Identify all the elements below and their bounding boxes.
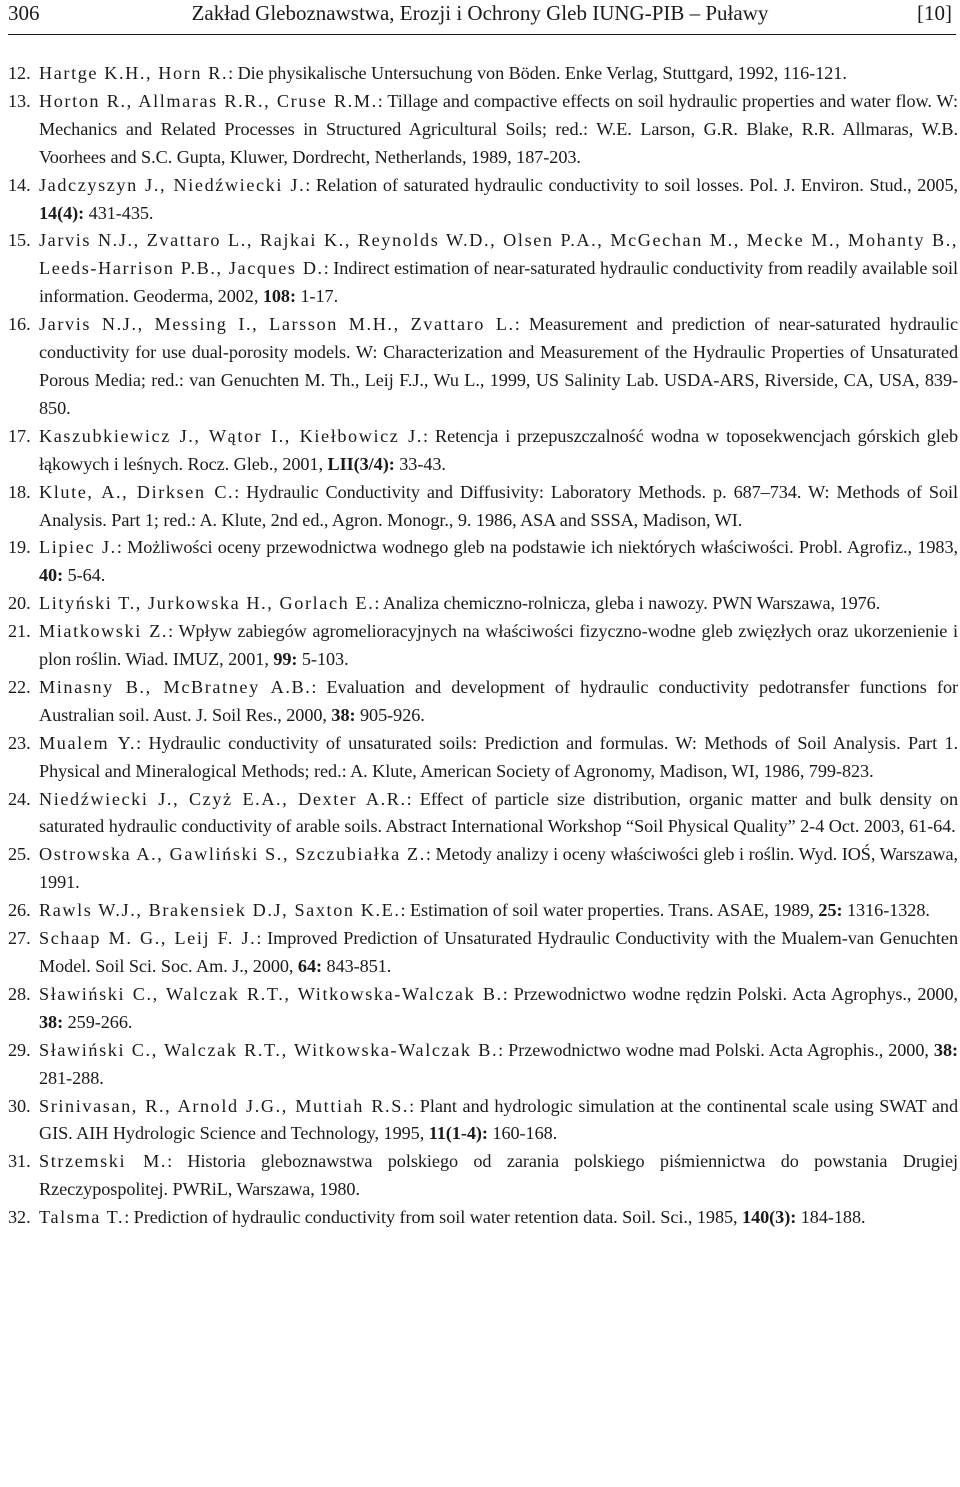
reference-number: 29. bbox=[8, 1039, 31, 1060]
reference-number: 23. bbox=[8, 732, 31, 753]
reference-number: 14. bbox=[8, 174, 31, 195]
reference-number: 31. bbox=[8, 1151, 31, 1172]
reference-text: 281-288. bbox=[39, 1067, 104, 1088]
reference-text: : Hydraulic conductivity of unsaturated soils: Prediction and formulas. W: Methods of Soil Analysis. Part 1. Physical and Mineralogical Methods; red.: A. Klute, American Society of Agronomy, Madison, WI, 1986, 799-823. bbox=[39, 732, 958, 781]
reference-list bbox=[8, 60, 958, 1232]
reference-text: : Measurement and prediction of near-saturated hydraulic conductivity for use dual-porosity models. W: Characterization and Measurement of the Hydraulic Properties of Unsaturated Porous Media; red.: van Genuchten M. Th., Leij F.J., Wu L., 1999, US Salinity Lab. USDA-ARS, Riverside, CA, USA, 839-850. bbox=[39, 314, 958, 418]
reference-text: 431-435. bbox=[84, 202, 154, 223]
reference-text: 160-168. bbox=[487, 1123, 558, 1144]
reference-authors: Sławiński C., Walczak R.T., Witkowska-Walczak B. bbox=[39, 983, 503, 1004]
reference-text: 5-103. bbox=[297, 649, 349, 670]
reference-number: 17. bbox=[8, 425, 31, 446]
reference-volume: 40: bbox=[39, 565, 64, 586]
reference-volume: 38: bbox=[331, 704, 356, 725]
reference-number: 22. bbox=[8, 676, 31, 697]
reference-volume: 11(1-4): bbox=[428, 1123, 488, 1144]
reference-text: : Wpływ zabiegów agromelioracyjnych na właściwości fizyczno-wodne gleb zwięzłych oraz ukorzenienie i plon roślin. Wiad. IMUZ, 2001, bbox=[39, 621, 959, 670]
reference-text: 184-188. bbox=[796, 1207, 866, 1228]
reference-item bbox=[8, 311, 958, 423]
reference-volume: 99: bbox=[273, 649, 298, 670]
reference-number: 13. bbox=[8, 90, 31, 111]
reference-text: 33-43. bbox=[394, 453, 446, 474]
reference-authors: Sławiński C., Walczak R.T., Witkowska-Walczak B. bbox=[39, 1039, 499, 1060]
reference-volume: 38: bbox=[933, 1039, 959, 1060]
reference-authors: Hartge K.H., Horn R. bbox=[39, 63, 229, 83]
reference-volume: 25: bbox=[818, 900, 843, 921]
reference-text: 905-926. bbox=[355, 704, 425, 725]
reference-number: 16. bbox=[8, 314, 31, 335]
reference-item bbox=[8, 841, 958, 897]
reference-text: : Die physikalische Untersuchung von Böden. Enke Verlag, Stuttgard, 1992, 116-121. bbox=[228, 63, 847, 83]
reference-authors: Strzemski M. bbox=[39, 1151, 168, 1172]
reference-text: : Możliwości oceny przewodnictwa wodnego gleb na podstawie ich niektórych właściwości. Probl. Agrofiz., 1983, bbox=[116, 537, 958, 558]
reference-volume: LII(3/4): bbox=[327, 453, 395, 474]
reference-number: 12. bbox=[8, 63, 31, 83]
reference-item bbox=[8, 897, 958, 925]
reference-authors: Horton R., Allmaras R.R., Cruse R.M. bbox=[39, 90, 378, 111]
reference-item bbox=[8, 534, 958, 590]
reference-text: : Retencja i przepuszczalność wodna w toposekwencjach górskich gleb łąkowych i leśnych. Rocz. Glеb., 2001, bbox=[39, 425, 958, 474]
reference-authors: Jadczyszyn J., Niedźwiecki J. bbox=[39, 174, 306, 195]
reference-number: 20. bbox=[8, 593, 31, 614]
reference-item bbox=[8, 1204, 958, 1232]
reference-item bbox=[8, 60, 958, 88]
reference-text: : Effect of particle size distribution, organic matter and bulk density on saturated hydraulic conductivity of arable soils. Abstract International Workshop “Soil Physical Quality” 2-4 Oct. 2003, 61-64. bbox=[39, 788, 959, 837]
reference-text: : Improved Prediction of Unsaturated Hydraulic Conductivity with the Mualem-van Genuchten Model. Soil Sci. Soc. Am. J., 2000, bbox=[39, 928, 959, 976]
header-title: Zakład Gleboznawstwa, Erozji i Ochrony Gleb IUNG-PIB – Puławy bbox=[191, 1, 769, 25]
reference-text: 1316-1328. bbox=[842, 900, 930, 921]
reference-text: : Przewodnictwo wodne rędzin Polski. Acta Agrophys., 2000, bbox=[502, 983, 958, 1004]
reference-text: : Metody analizy i oceny właściwości gleb i roślin. Wyd. IOŚ, Warszawa, 1991. bbox=[39, 844, 958, 893]
reference-authors: Minasny B., McBratney A.B. bbox=[39, 676, 312, 697]
reference-number: 27. bbox=[8, 928, 31, 949]
reference-text: : Analiza chemiczno-rolnicza, gleba i nawozy. PWN Warszawa, 1976. bbox=[374, 593, 881, 614]
reference-number: 28. bbox=[8, 983, 31, 1004]
reference-text: : Historia gleboznawstwa polskiego od zarania polskiego piśmiennictwa do powstania Drugiej Rzeczypospolitej. PWRiL, Warszawa, 1980. bbox=[39, 1151, 958, 1200]
reference-authors: Mualem Y. bbox=[39, 732, 137, 753]
reference-authors: Jarvis N.J., Messing I., Larsson M.H., Zvattaro L. bbox=[39, 314, 515, 335]
running-header bbox=[8, 0, 952, 30]
reference-volume: 14(4): bbox=[39, 202, 85, 223]
reference-item bbox=[8, 618, 958, 674]
reference-text: : Przewodnictwo wodne mad Polski. Acta Agrophis., 2000, bbox=[498, 1039, 934, 1060]
reference-number: 15. bbox=[8, 230, 31, 251]
page-number: 306 bbox=[8, 1, 40, 25]
reference-number: 25. bbox=[8, 844, 31, 865]
reference-volume: 140(3): bbox=[742, 1207, 797, 1228]
reference-authors: Lipiec J. bbox=[39, 537, 117, 558]
reference-authors: Talsma T. bbox=[39, 1207, 125, 1228]
reference-item bbox=[8, 1037, 958, 1093]
reference-authors: Lityński T., Jurkowska H., Gorlach E. bbox=[39, 593, 375, 614]
reference-number: 24. bbox=[8, 788, 31, 809]
reference-text: 1-17. bbox=[295, 286, 339, 307]
reference-authors: Jarvis N.J., Zvattaro L., Rajkai K., Reynolds W.D., Olsen P.A., McGechan M., Mecke M., Mohanty B., Leeds-Harrison P.B., Jacques D. bbox=[39, 230, 958, 279]
reference-number: 26. bbox=[8, 900, 31, 921]
reference-item bbox=[8, 227, 958, 311]
reference-text: : Plant and hydrologic simulation at the continental scale using SWAT and GIS. AIH Hydrologic Science and Technology, 1995, bbox=[39, 1095, 958, 1144]
reference-number: 21. bbox=[8, 621, 31, 642]
reference-item bbox=[8, 88, 958, 172]
reference-text: : Tillage and compactive effects on soil hydraulic properties and water flow. W: Mechanics and Related Processes in Structured Agricultural Soils; red.: W.E. Larson, G.R. Blake, R.R. Allmaras, W.B. Voorhees and S.C. Gupta, Kluwer, Dordrecht, Netherlands, 1989, 187-203. bbox=[39, 90, 958, 167]
reference-number: 18. bbox=[8, 481, 31, 502]
reference-item bbox=[8, 786, 958, 842]
reference-authors: Ostrowska A., Gawliński S., Szczubiałka Z. bbox=[39, 844, 426, 865]
section-number: [10] bbox=[917, 1, 952, 25]
reference-text: : Estimation of soil water properties. Trans. ASAE, 1989, bbox=[400, 900, 819, 921]
reference-text: 5-64. bbox=[63, 565, 106, 586]
reference-number: 19. bbox=[8, 537, 31, 558]
reference-item bbox=[8, 674, 958, 730]
header-rule bbox=[8, 34, 956, 35]
reference-authors: Srinivasan, R., Arnold J.G., Muttiah R.S. bbox=[39, 1095, 410, 1116]
reference-item bbox=[8, 730, 958, 786]
reference-authors: Schaap M. G., Leij F. J. bbox=[39, 928, 257, 949]
reference-item bbox=[8, 172, 958, 228]
reference-volume: 108: bbox=[262, 286, 296, 307]
reference-text: 259-266. bbox=[63, 1011, 133, 1032]
reference-volume: 64: bbox=[297, 956, 323, 976]
reference-text: : Prediction of hydraulic conductivity from soil water retention data. Soil. Sci., 1985, bbox=[124, 1207, 743, 1228]
reference-text: : Evaluation and development of hydraulic conductivity pedotransfer functions for Australian soil. Aust. J. Soil Res., 2000, bbox=[39, 676, 958, 725]
reference-item bbox=[8, 423, 958, 479]
reference-item bbox=[8, 925, 958, 981]
reference-text: : Relation of saturated hydraulic conductivity to soil losses. Pol. J. Environ. Stud., 2005, bbox=[305, 174, 958, 195]
reference-volume: 38: bbox=[39, 1011, 64, 1032]
reference-item bbox=[8, 479, 958, 535]
reference-number: 32. bbox=[8, 1207, 31, 1228]
reference-authors: Klute, A., Dirksen C. bbox=[39, 481, 235, 502]
reference-text: : Hydraulic Conductivity and Diffusivity: Laboratory Methods. p. 687–734. W: Methods of Soil Analysis. Part 1; red.: A. Klute, 2nd ed., Agron. Monogr., 9. 1986, ASA and SSSA, Madison, WI. bbox=[39, 481, 958, 530]
reference-item bbox=[8, 1093, 958, 1149]
reference-authors: Niedźwiecki J., Czyż E.A., Dexter A.R. bbox=[39, 788, 407, 809]
reference-authors: Kaszubkiewicz J., Wątor I., Kiełbowicz J. bbox=[39, 425, 423, 446]
reference-item bbox=[8, 1148, 958, 1204]
reference-number: 30. bbox=[8, 1095, 31, 1116]
reference-text: 843-851. bbox=[322, 956, 392, 976]
reference-item bbox=[8, 590, 958, 618]
reference-authors: Rawls W.J., Brakensiek D.J, Saxton K.E. bbox=[39, 900, 401, 921]
reference-authors: Miatkowski Z. bbox=[39, 621, 169, 642]
reference-text: : Indirect estimation of near-saturated hydraulic conductivity from readily available soil information. Geoderma, 2002, bbox=[39, 258, 958, 307]
reference-item bbox=[8, 981, 958, 1037]
